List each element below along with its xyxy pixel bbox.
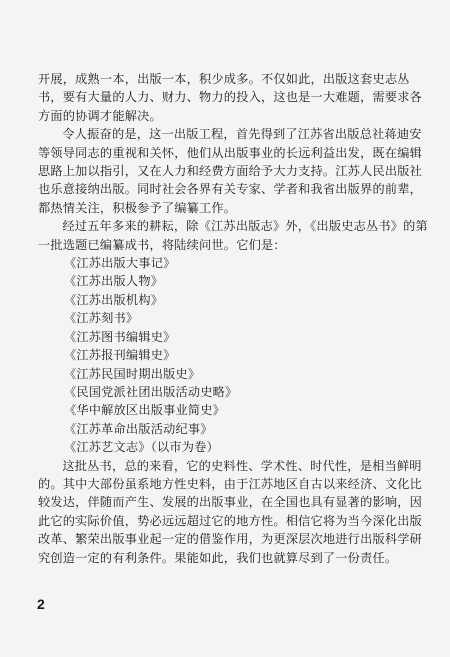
book-title: 《江苏革命出版活动纪事》: [64, 421, 213, 436]
page-number: 2: [37, 596, 45, 612]
book-title-list: [38, 254, 430, 456]
book-title: 《江苏图书编辑史》: [64, 329, 176, 344]
paragraph-intro-list: 经过五年多来的耕耘，除《江苏出版志》外，《出版史志丛书》的第一批选题已编纂成书，将陆续问世。它们是：: [38, 219, 428, 252]
book-title: 《华中解放区出版事业简史》: [64, 403, 226, 418]
book-title: 《江苏刻书》: [64, 311, 139, 326]
paragraph-conclusion: 这批丛书，总的来看，它的史料性、学术性、时代性，是相当鲜明的。其中大部份虽系地方性史料，由于江苏地区自古以来经济、文化比较发达，伴随而产生、发展的出版事业，在全国也具有显著的影响，因此它的实际价值，势必远远超过它的地方性。相信它将为当今深化出版改革、繁荣出版事业起一定的借鉴作用，为更深层次地进行出版科学研究创造一定的有利条件。果能如此，我们也就算尽到了一份责任。: [38, 458, 423, 565]
paragraph-support: 令人振奋的是，这一出版工程，首先得到了江苏省出版总社蒋迪安等领导同志的重视和关怀，他们从出版事业的长远利益出发，既在编辑思路上加以指引，又在人力和经费方面给予大力支持。江苏人民出版社也乐意接纳出版。同时社会各界有关专家、学者和我省出版界的前辈，都热情关注，积极参予了编纂工作。: [38, 127, 423, 215]
book-title: 《民国党派社团出版活动史略》: [64, 384, 238, 399]
book-title: 《江苏艺文志》（以市为卷）: [64, 440, 219, 455]
body-text: [38, 70, 430, 567]
book-title: 《江苏报刊编辑史》: [64, 348, 176, 363]
book-title: 《江苏出版机构》: [64, 292, 164, 307]
paragraph-continuation: 开展，成熟一本，出版一本，积少成多。不仅如此，出版这套史志丛书，要有大量的人力、财力、物力的投入，这也是一大难题，需要求各方面的协调才能解决。: [38, 72, 423, 123]
book-title: 《江苏出版大事记》: [64, 256, 176, 271]
book-title: 《江苏民国时期出版史》: [64, 366, 201, 381]
book-title: 《江苏出版人物》: [64, 274, 164, 289]
